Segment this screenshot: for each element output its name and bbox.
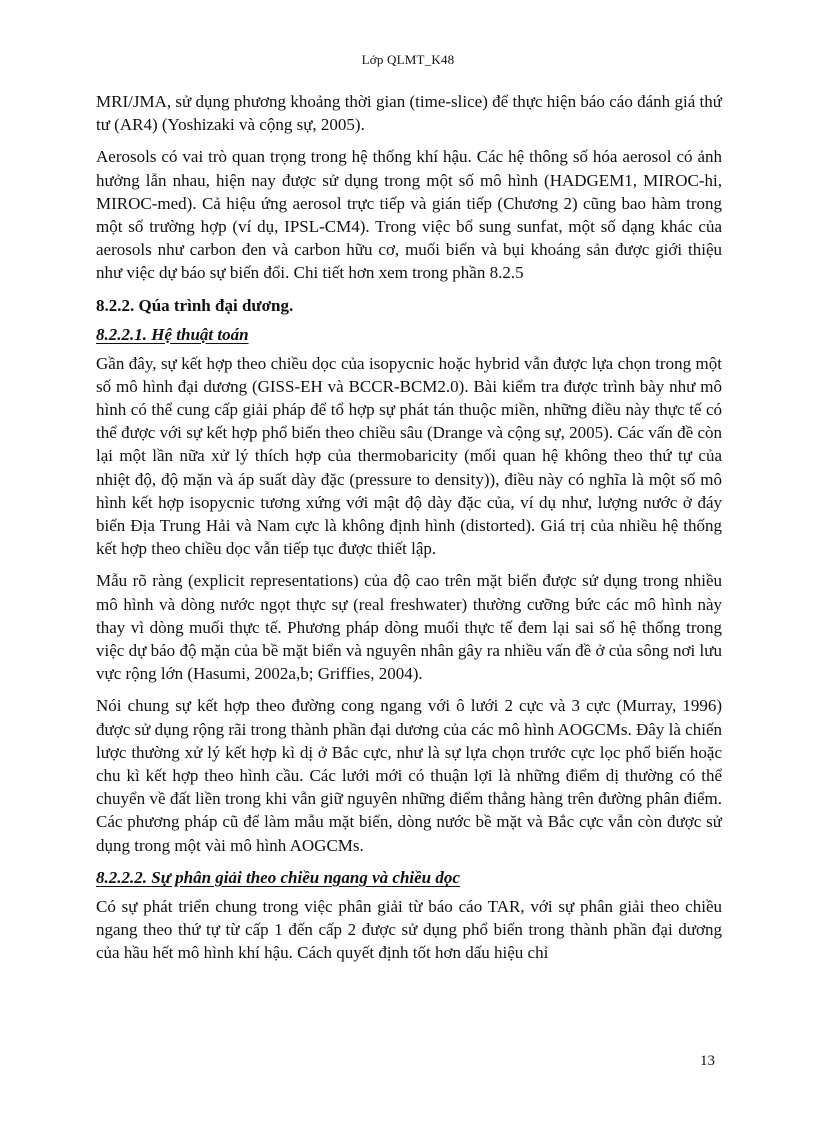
subsection-heading-1: 8.2.2.1. Hệ thuật toán [96,324,249,344]
paragraph-5: Nói chung sự kết hợp theo đường cong ngang với ô lưới 2 cực và 3 cực (Murray, 1996) được sử dụng rộng rãi trong thành phần đại dương của các mô hình AOGCMs. Đây là chiến lược thường xử lý kết hợp kì dị ở Bắc cực, như là sự lựa chọn trước cực lọc phổ biến hoặc chu kì kết hợp theo hình cầu. Các lưới mới có thuận lợi là những điểm dị thường có thể chuyển về đất liền trong khi vẫn giữ nguyên những điểm thẳng hàng trên đường phân điểm. Các phương pháp cũ để làm mẫu mặt biển, dòng nước bề mặt và Bắc cực vẫn còn được sử dụng trong một vài mô hình AOGCMs. [96,696,722,855]
subsection-heading-2: 8.2.2.2. Sự phân giải theo chiều ngang và chiều dọc [96,867,460,887]
section-heading: 8.2.2. Qúa trình đại dương. [96,295,294,315]
paragraph-2: Aerosols có vai trò quan trọng trong hệ thống khí hậu. Các hệ thông số hóa aerosol có ảnh hưởng lẫn nhau, hiện nay được sử dụng trong một số mô hình (HADGEM1, MIROC-hi, MIROC-med). Cả hiệu ứng aerosol trực tiếp và gián tiếp (Chương 2) cũng bao hàm trong một số trường hợp (ví dụ, IPSL-CM4). Trong việc bổ sung sunfat, một số dạng khác của aerosols như carbon đen và carbon hữu cơ, muối biển và bụi khoáng sản được giới thiệu như việc dự báo sự biến đổi. Chi tiết hơn xem trong phần 8.2.5 [96,147,722,283]
paragraph-1: MRI/JMA, sử dụng phương khoảng thời gian (time-slice) để thực hiện báo cáo đánh giá thứ tư (AR4) (Yoshizaki và cộng sự, 2005). [96,92,722,135]
paragraph-3: Gần đây, sự kết hợp theo chiều dọc của isopycnic hoặc hybrid vẫn được lựa chọn trong một số mô hình đại dương (GISS-EH và BCCR-BCM2.0). Bài kiểm tra được trình bày như mô hình có thể cung cấp giải pháp để tổ hợp sự phát tán thuộc miền, những điều này thực tế có thể được với sự kết hợp phổ biến theo chiều sâu (Drange và cộng sự, 2005). Các vấn đề còn lại một lần nữa xử lý thích hợp của thermobaricity (mối quan hệ không theo thứ tự của nhiệt độ, độ mặn và áp suất dày đặc (pressure to density)), điều này có nghĩa là một số mô hình kết hợp isopycnic tương xứng với mật độ dày đặc của, ví dụ như, lượng nước ở đáy biển Địa Trung Hải và Nam cực là không định hình (distorted). Giá trị của nhiều hệ thống kết hợp theo chiều dọc vẫn tiếp tục được thiết lập. [96,353,722,559]
page-content [96,90,722,974]
paragraph-6: Có sự phát triển chung trong việc phân giải từ báo cáo TAR, với sự phân giải theo chiều ngang theo thứ tự từ cấp 1 đến cấp 2 được sử dụng phổ biến trong thành phần đại dương của hầu hết mô hình khí hậu. Cách quyết định tốt hơn dấu hiệu chỉ [96,896,722,963]
paragraph-4: Mẫu rõ ràng (explicit representations) của độ cao trên mặt biển được sử dụng trong nhiều mô hình và dòng nước ngọt thực sự (real freshwater) thường cưỡng bức các mô hình này thay vì dòng muối thực tế. Phương pháp dòng muối thực tế đem lại sai số hệ thống trong việc dự báo độ mặn của bề mặt biển và nguyên nhân gây ra nhiều vấn đề ở của sông nơi lưu vực rộng lớn (Hasumi, 2002a,b; Griffies, 2004). [96,571,722,684]
page-header: Lớp QLMT_K48 [361,52,455,67]
page-number: 13 [700,1053,715,1069]
